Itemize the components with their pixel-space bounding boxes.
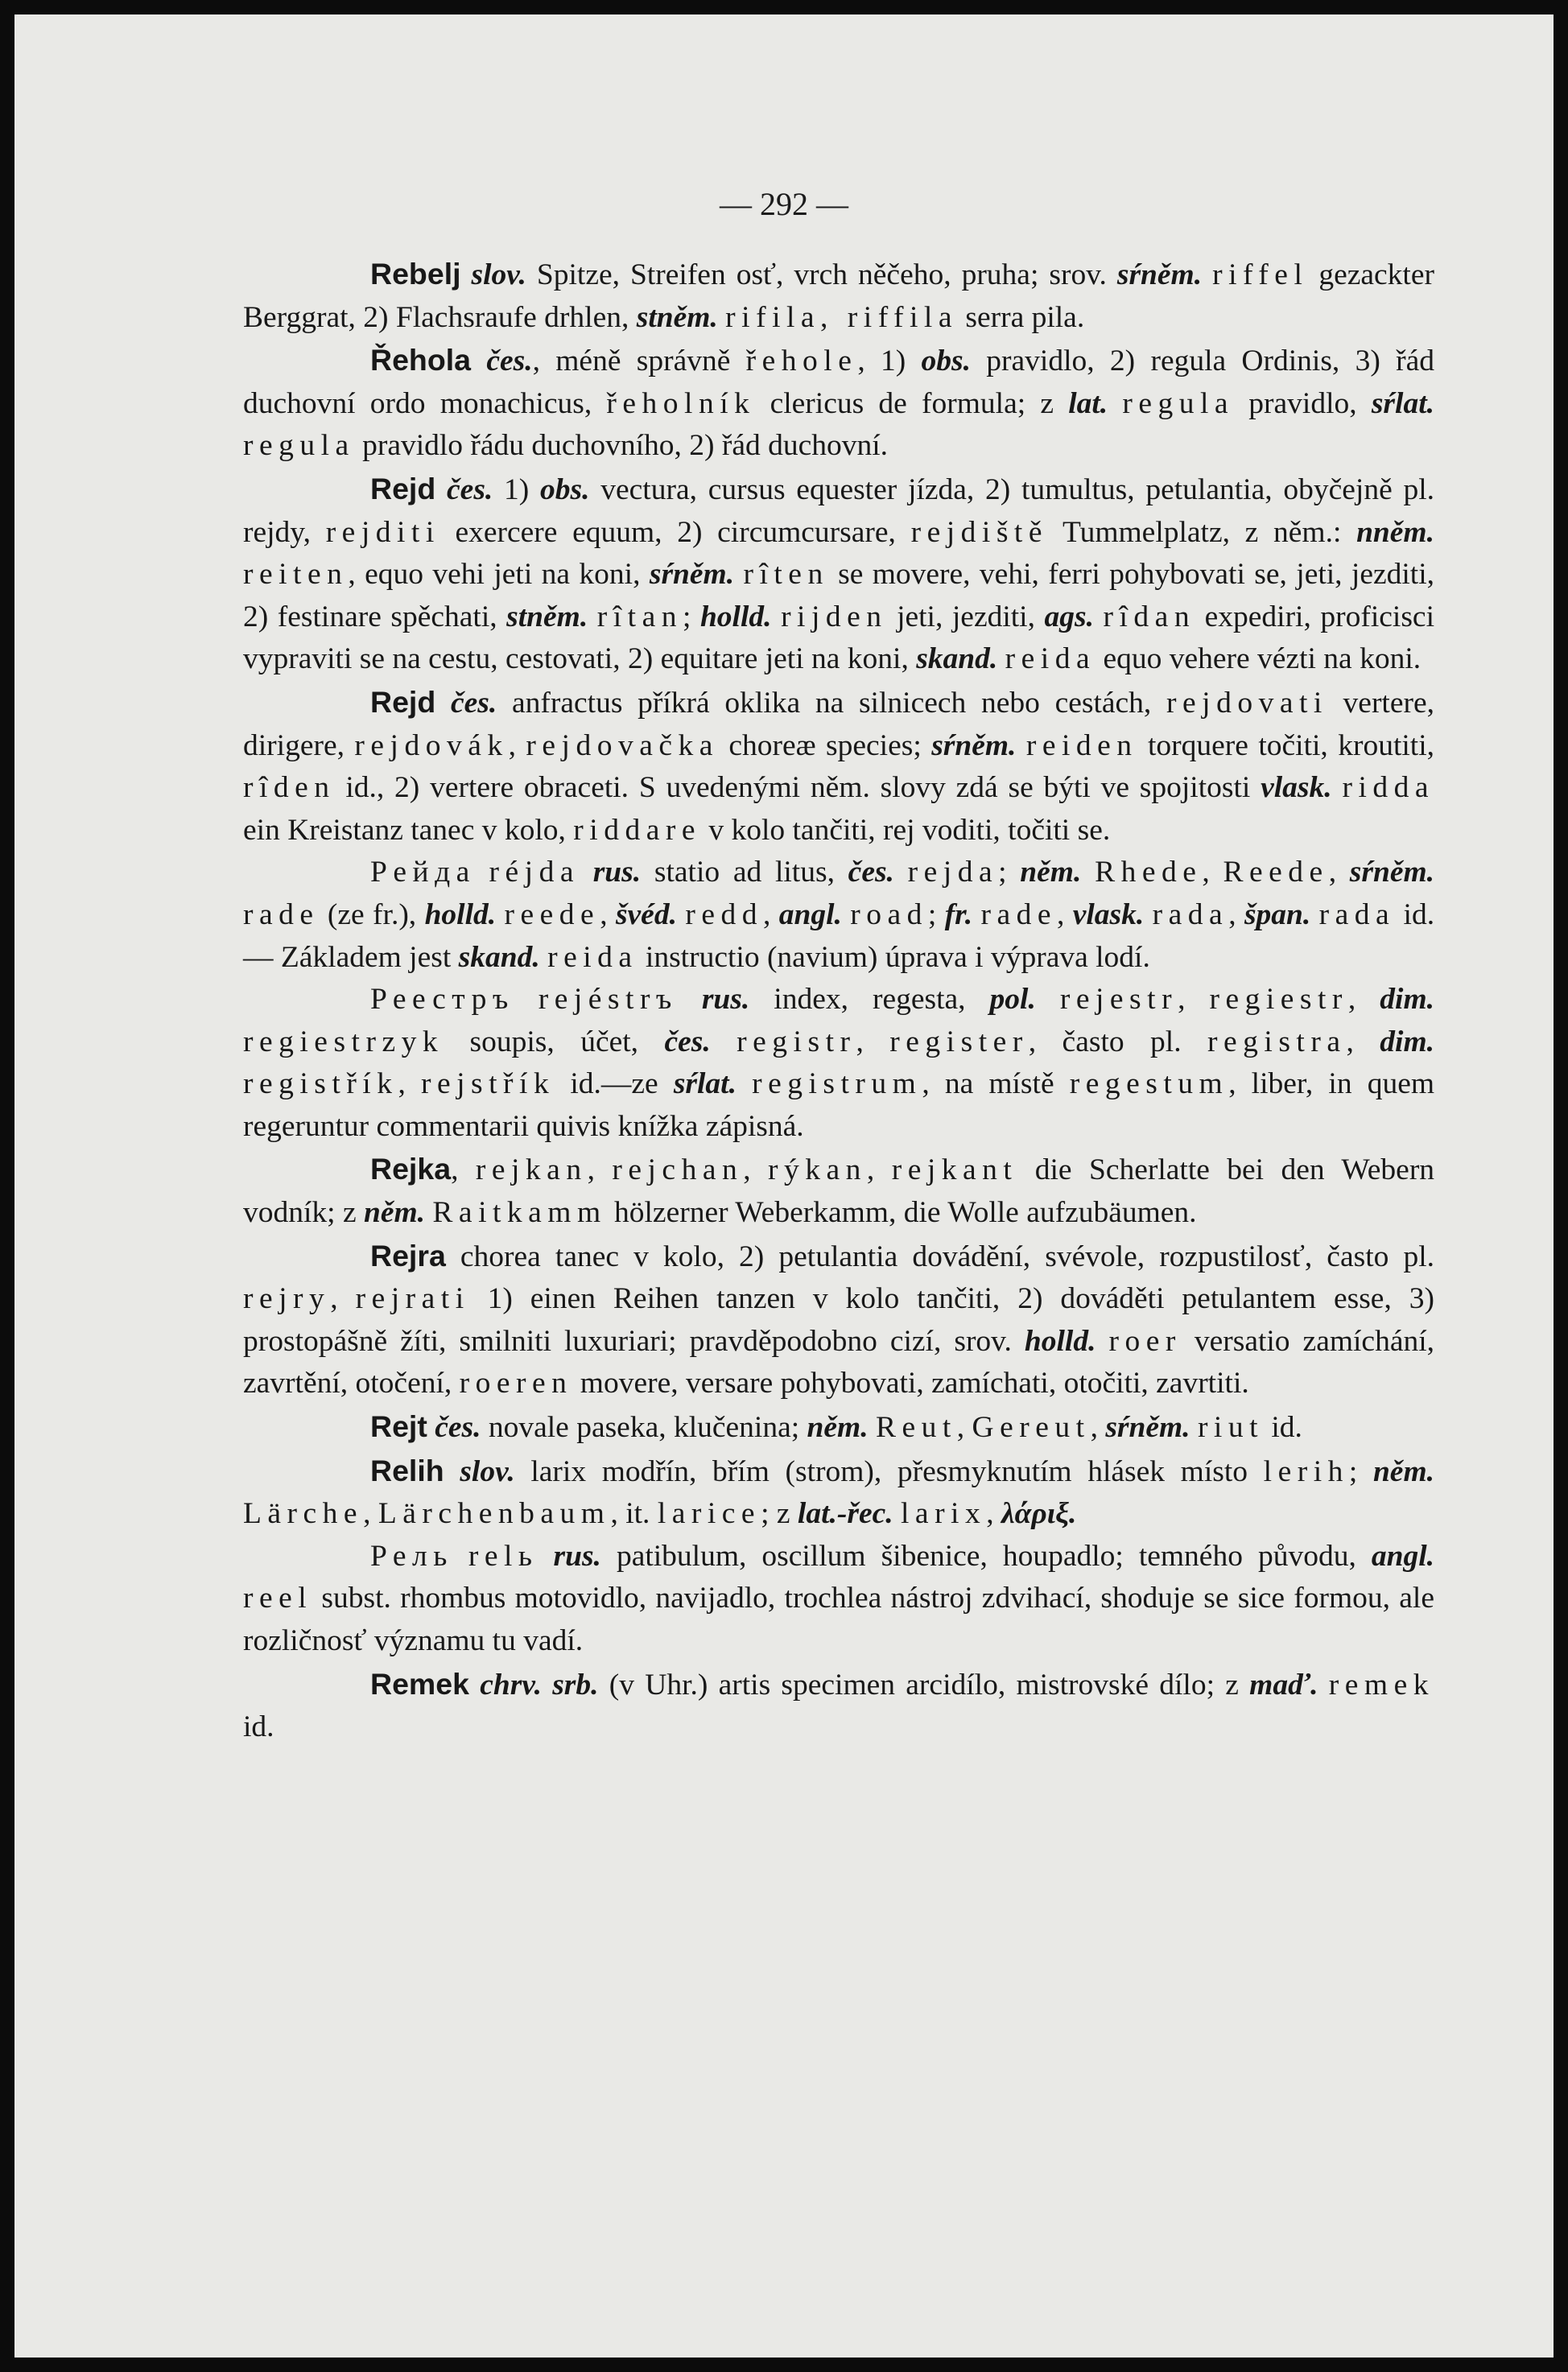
abbreviation: sŕněm. (1349, 856, 1435, 889)
abbreviation: stněm. (506, 600, 588, 633)
entry-text: , (398, 1067, 421, 1101)
abbreviation: obs. (540, 472, 590, 506)
entry-text: id. — Základem jest (243, 897, 1435, 974)
entry-text (469, 1669, 480, 1702)
cyrillic-word: Рель (370, 1539, 453, 1573)
spaced-word: riddare (573, 813, 701, 847)
dictionary-entry (243, 1663, 1434, 1749)
entry-text: se movere, vehi, ferri pohybovati se, jeti, jezditi, 2) festinare spěchati, (243, 558, 1435, 633)
spaced-word: Raitkamm (432, 1196, 607, 1230)
entry-text (869, 1411, 876, 1444)
entry-text: ein Kreistanz tanec v kolo, (243, 813, 574, 847)
entry-text (427, 1411, 435, 1444)
spaced-word: rejditi (325, 515, 440, 549)
abbreviation: čes. (848, 856, 894, 889)
spaced-word: regula (1122, 386, 1235, 420)
spaced-word: rijden (781, 600, 888, 633)
abbreviation: slov. (471, 258, 526, 291)
entry-text: vectura, cursus equester jízda, 2) tumultus, petulantia, obyčejně pl. rejdy, (243, 472, 1435, 549)
abbreviation: holld. (699, 600, 772, 633)
entry-text: , (1090, 1411, 1106, 1445)
entry-text: hölzerner Weberkamm, die Wolle aufzubäumen. (606, 1196, 1197, 1230)
spaced-word: Lärchenbaum (378, 1497, 611, 1531)
entry-text (894, 856, 908, 889)
abbreviation: sŕlat. (1371, 386, 1434, 420)
entry-text (678, 983, 702, 1016)
entry-text: , (330, 1282, 356, 1316)
entry-text: ; (998, 856, 1021, 889)
dictionary-entry (243, 1235, 1434, 1405)
headword: Rejra (370, 1238, 446, 1273)
spaced-word: larix (901, 1497, 987, 1531)
abbreviation: sŕlat. (673, 1067, 737, 1101)
abbreviation: lat. (1068, 386, 1108, 420)
entry-text: , (508, 728, 526, 762)
entry-text (471, 344, 486, 377)
dictionary-entry (243, 1148, 1434, 1234)
entry-text (893, 1497, 901, 1530)
spaced-word: regiestrzyk (243, 1025, 444, 1058)
spaced-word: Rhede (1095, 856, 1203, 889)
entry-text: 1) einen Reihen tanzen v kolo tančiti, 2) dováděti petulantem esse, 3) prostopášně žíti, smilniti luxuriari; pravděpodobno cizí, srov. (243, 1282, 1435, 1358)
entry-text: , it. (610, 1497, 658, 1531)
abbreviation: fr. (944, 897, 973, 931)
entry-text (538, 1540, 554, 1573)
entry-text (1318, 1669, 1329, 1702)
entry-text (997, 642, 1005, 675)
entry-text: exercere equum, 2) circumcursare, (439, 515, 911, 549)
spaced-word: rejdovačka (526, 728, 719, 762)
entry-text: , (743, 1153, 769, 1187)
entry-text (444, 1455, 460, 1488)
spaced-word: redd (685, 897, 763, 931)
abbreviation: maď. (1249, 1668, 1318, 1702)
spaced-word: rýkan (768, 1153, 867, 1187)
abbreviation: něm. (1020, 856, 1082, 889)
spaced-word: rejdiště (910, 515, 1048, 549)
spaced-word: réjda (489, 856, 580, 889)
entry-text (1310, 898, 1318, 931)
dictionary-entry (243, 852, 1434, 979)
entry-text (972, 898, 980, 931)
abbreviation: čes. (435, 1411, 481, 1445)
spaced-word: relь (468, 1539, 538, 1573)
spaced-word: regiestr (1209, 983, 1348, 1017)
entry-text (435, 473, 447, 506)
spaced-word: remek (1328, 1668, 1434, 1702)
abbreviation: švéd. (615, 897, 677, 931)
page-number: — 292 — (720, 186, 848, 222)
abbreviation: něm. (1372, 1454, 1434, 1488)
spaced-word: registra (1207, 1025, 1347, 1058)
abbreviation: sŕněm. (649, 558, 735, 592)
headword: Řehola (370, 343, 472, 377)
entry-text: , (1346, 1025, 1380, 1058)
headword: Remek (370, 1666, 469, 1701)
spaced-word: rejchan (612, 1153, 744, 1187)
entry-text: , (587, 1153, 613, 1187)
entry-text (1016, 729, 1025, 762)
cyrillic-word: Реестръ (370, 983, 514, 1017)
entry-text: , (363, 1497, 378, 1531)
abbreviation: ags. (1044, 600, 1094, 633)
entry-text: id., 2) vertere obraceti. S uvedenými něm. slovy zdá se býti ve spojitosti (335, 771, 1261, 805)
spaced-word: Reede (1223, 856, 1329, 889)
abbreviation: čes. (447, 472, 493, 506)
entry-text: Spitze, Streifen osť, vrch něčeho, pruha; srov. (526, 258, 1117, 291)
spaced-word: regestum (1069, 1067, 1229, 1101)
entry-text: , (856, 1025, 890, 1058)
headword: Rejka (370, 1152, 452, 1186)
spaced-word: Gereut (972, 1411, 1091, 1445)
entry-text (1036, 983, 1060, 1016)
spaced-word: rejdovati (1166, 686, 1328, 720)
abbreviation: lat.-řec. (797, 1497, 893, 1531)
spaced-word: register (889, 1025, 1029, 1058)
entry-text (737, 1067, 752, 1100)
abbreviation: sŕněm. (1105, 1411, 1190, 1445)
entry-text: (ze fr.), (319, 897, 425, 931)
entry-text: , (600, 897, 616, 931)
spaced-word: rîten (743, 558, 829, 592)
spaced-word: registrum (752, 1067, 922, 1101)
spaced-word: rifila, riffila (725, 300, 958, 334)
dictionary-entry (243, 1450, 1434, 1536)
entry-text: index, regesta, (749, 983, 990, 1017)
entry-text: patibulum, oscillum šibenice, houpadlo; temného původu, (600, 1539, 1372, 1573)
entry-text: , (451, 1153, 476, 1187)
entry-text (1202, 258, 1212, 291)
headword: Relih (370, 1453, 444, 1487)
dictionary-entry (243, 253, 1434, 339)
entry-text: ; (683, 600, 700, 633)
spaced-word: larice (657, 1497, 761, 1531)
spaced-word: rada (1318, 897, 1396, 931)
entry-text: , (1202, 856, 1223, 889)
abbreviation: skand. (916, 642, 998, 676)
spaced-word: reede (504, 897, 600, 931)
spaced-word: reel (243, 1582, 313, 1615)
entry-text: anfractus příkrá oklika na silnicech nebo cestách, (497, 686, 1167, 720)
spaced-word: riut (1197, 1411, 1265, 1445)
entry-text (1081, 856, 1095, 889)
spaced-word: reida (547, 940, 638, 974)
abbreviation: rus. (592, 856, 642, 889)
headword: Rebelj (370, 257, 461, 291)
entry-text: subst. rhombus motovidlo, navijadlo, trochlea nástroj zdvihací, shoduje se sice formou, ale rozličnosť významu tu vadí. (243, 1582, 1434, 1657)
spaced-word: riffel (1212, 258, 1309, 291)
spaced-word: registr (737, 1025, 856, 1058)
dictionary-entry (243, 681, 1434, 852)
entry-text (711, 1025, 737, 1058)
entry-text: , (956, 1411, 972, 1445)
entry-text (461, 258, 472, 291)
entry-text: , (1347, 983, 1380, 1017)
abbreviation: nněm. (1356, 515, 1434, 549)
spaced-word: ridda (1342, 771, 1435, 805)
entry-text: , (986, 1497, 1001, 1531)
spaced-word: rejéstrъ (538, 983, 678, 1017)
entry-text: id. (1264, 1411, 1302, 1445)
entry-text (772, 600, 782, 633)
abbreviation: čes. (664, 1025, 711, 1058)
headword: Rejd (370, 471, 436, 505)
abbreviation: slov. (460, 1454, 515, 1488)
entry-text: vertere, dirigere, (243, 686, 1435, 762)
spaced-word: Lärche (243, 1497, 364, 1531)
entry-text (1108, 387, 1122, 420)
entry-text (453, 1540, 468, 1573)
dictionary-entry (243, 339, 1434, 468)
spaced-word: road (850, 897, 928, 931)
entry-text: ; z (761, 1497, 798, 1531)
abbreviation: vlask. (1072, 897, 1145, 931)
headword: Rejd (370, 684, 436, 719)
abbreviation: dim. (1380, 1025, 1435, 1058)
spaced-word: rîden (243, 771, 336, 805)
abbreviation: něm. (363, 1196, 426, 1230)
spaced-word: Reut (875, 1411, 957, 1445)
entry-text: chorea tanec v kolo, 2) petulantia dovádění, svévole, rozpustilosť, často pl. (445, 1240, 1434, 1273)
abbreviation: sŕněm. (931, 728, 1017, 762)
abbreviation: špan. (1244, 897, 1311, 931)
spaced-word: rejstřík (420, 1067, 555, 1101)
entry-text (718, 301, 725, 334)
spaced-word: rejestr (1059, 983, 1178, 1017)
cyrillic-word: Peйда (370, 856, 476, 889)
entry-text (588, 600, 597, 633)
spaced-word: rejkan (475, 1153, 588, 1187)
entry-text: , (1228, 897, 1244, 931)
spaced-word: rejdovák (354, 728, 509, 762)
spaced-word: rada (1152, 897, 1229, 931)
entry-text (1096, 1325, 1108, 1358)
abbreviation: vlask. (1261, 771, 1332, 805)
entry-text (514, 983, 538, 1016)
spaced-word: řehole (745, 344, 858, 378)
entry-text (677, 898, 685, 931)
entry-text: ; (927, 897, 945, 931)
dictionary-entry (243, 468, 1434, 681)
spaced-word: reiten (243, 558, 349, 592)
spaced-word: reiden (1025, 728, 1138, 762)
entry-text: torquere točiti, kroutiti, (1137, 728, 1435, 762)
abbreviation: stněm. (636, 300, 718, 334)
headword: Rejt (370, 1409, 427, 1444)
entry-text (1190, 1411, 1198, 1444)
spaced-word: rade (243, 897, 320, 931)
spaced-word: rejkant (891, 1153, 1018, 1187)
dictionary-text (243, 253, 1434, 1749)
entry-text: , méně správně (532, 344, 746, 378)
entry-text: pravidlo, 2) regula Ordinis, 3) řád duchovní ordo monachicus, (243, 344, 1434, 420)
entry-text: versatio zamíchání, zavrtění, otočení, (243, 1324, 1435, 1401)
dictionary-entry (243, 979, 1434, 1148)
abbreviation: chrv. srb. (480, 1668, 599, 1702)
spaced-word: regula (243, 429, 355, 463)
abbreviation: sŕněm. (1116, 258, 1203, 291)
entry-text (496, 898, 504, 931)
entry-text (540, 941, 547, 974)
spaced-word: rejda (907, 856, 999, 889)
entry-text: equo vehere vézti na koni. (1096, 642, 1422, 676)
entry-text: id. (243, 1710, 274, 1744)
entry-text: (v Uhr.) artis specimen arcidílo, mistrovské dílo; z (598, 1668, 1250, 1702)
entry-text (435, 687, 451, 720)
entry-text (1094, 600, 1104, 633)
abbreviation: holld. (1024, 1324, 1096, 1358)
entry-text: id.—ze (555, 1067, 674, 1101)
entry-text: , (762, 897, 779, 931)
spaced-word: lerih (1263, 1454, 1349, 1488)
book-page (14, 14, 1554, 2358)
entry-text (1332, 771, 1343, 804)
entry-text: choreæ species; (718, 728, 932, 762)
abbreviation: angl. (778, 897, 842, 931)
spaced-word: rîdan (1103, 600, 1196, 633)
entry-text: , (1056, 897, 1073, 931)
entry-text: , (866, 1153, 892, 1187)
entry-text: novale paseka, klučenina; (481, 1411, 807, 1445)
spaced-word: roer (1108, 1324, 1182, 1358)
abbreviation: rus. (553, 1539, 601, 1573)
entry-text (734, 558, 743, 591)
entry-text: clericus de formula; z (755, 386, 1069, 420)
entry-text: expediri, proficisci vypraviti se na cestu, cestovati, 2) equitare jeti na koni, (243, 600, 1434, 676)
entry-text (580, 856, 593, 889)
entry-text: statio ad litus, (641, 856, 848, 889)
entry-text: , (1328, 856, 1350, 889)
entry-text: , 1) (857, 344, 922, 378)
entry-text: , (1178, 983, 1210, 1017)
abbreviation: skand. (458, 940, 540, 974)
abbreviation: λάριξ. (1001, 1497, 1077, 1531)
abbreviation: dim. (1380, 983, 1435, 1017)
spaced-word: rîtan (596, 600, 683, 633)
entry-text: , equo vehi jeti na koni, (348, 558, 650, 592)
entry-text: pravidlo, (1234, 386, 1372, 420)
entry-text: pravidlo řádu duchovního, 2) řád duchovní. (354, 429, 889, 463)
abbreviation: pol. (989, 983, 1036, 1017)
dictionary-entry (243, 1405, 1434, 1450)
abbreviation: angl. (1371, 1539, 1435, 1573)
entry-text (842, 898, 850, 931)
spaced-word: reida (1005, 642, 1096, 676)
abbreviation: něm. (807, 1411, 869, 1445)
dictionary-entry (243, 1536, 1434, 1663)
abbreviation: obs. (921, 344, 972, 378)
abbreviation: holld. (424, 897, 497, 931)
spaced-word: rade (980, 897, 1057, 931)
entry-text: ; (1348, 1454, 1373, 1488)
entry-text: v kolo tančiti, rej voditi, točiti se. (700, 813, 1111, 847)
entry-text (425, 1196, 432, 1229)
entry-text (1144, 898, 1152, 931)
abbreviation: čes. (451, 686, 497, 720)
entry-text: movere, versare pohybovati, zamíchati, otočiti, zavrtiti. (572, 1367, 1249, 1401)
spaced-word: rejrati (355, 1282, 470, 1316)
entry-text (476, 856, 489, 889)
abbreviation: čes. (486, 344, 533, 378)
entry-text: , často pl. (1028, 1025, 1208, 1058)
entry-text: jeti, jezditi, (887, 600, 1045, 633)
entry-text: , na místě (922, 1067, 1070, 1101)
entry-text: , liber, in quem regeruntur commentarii quivis knížka zápisná. (243, 1067, 1435, 1143)
entry-text: die Scherlatte bei den Webern vodník; z (243, 1153, 1435, 1230)
entry-text: gezackter Berggrat, 2) Flachsraufe drhlen, (243, 258, 1434, 334)
entry-text: instructio (navium) úprava i výprava lodí. (638, 940, 1150, 974)
entry-text: serra pila. (957, 300, 1085, 334)
entry-text: 1) (493, 472, 541, 506)
spaced-word: rejry (243, 1282, 331, 1316)
spaced-word: roeren (459, 1367, 573, 1401)
entry-text: soupis, účet, (444, 1025, 665, 1058)
spaced-word: řeholník (606, 386, 756, 420)
entry-text: larix modřín, břím (strom), přesmyknutím hlásek místo (514, 1454, 1264, 1488)
abbreviation: rus. (701, 983, 750, 1017)
entry-text: Tummelplatz, z něm.: (1047, 515, 1357, 549)
spaced-word: registřík (243, 1067, 398, 1101)
